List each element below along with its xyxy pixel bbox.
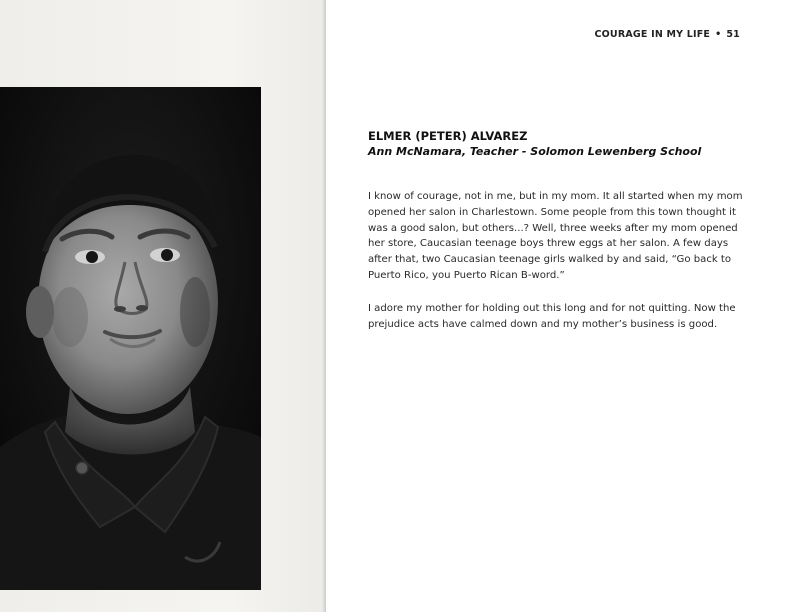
byline (368, 128, 701, 160)
running-head-title: COURAGE IN MY LIFE (594, 29, 711, 40)
left-page (0, 0, 326, 612)
essay-body (368, 189, 753, 349)
portrait-illustration (0, 87, 261, 590)
author-name: ELMER (PETER) ALVAREZ (368, 129, 528, 143)
essay-paragraph: I adore my mother for holding out this long and for not quitting. Now the prejudice acts have calmed down and my mother’s business is good. (368, 302, 736, 330)
student-portrait-photo (0, 87, 261, 590)
running-head (594, 29, 740, 40)
running-head-separator: • (715, 29, 722, 40)
teacher-line: Ann McNamara, Teacher - Solomon Lewenberg School (368, 145, 702, 158)
page-number: 51 (726, 29, 740, 40)
essay-paragraph: I know of courage, not in me, but in my mom. It all started when my mom opened her salon in Charlestown. Some people from this town thought it was a good salon, but others...? Well, three weeks after my mom opened her store, Caucasian teenage boys threw eggs at her salon. A few days after that, two Caucasian teenage girls walked by and said, “Go back to Puerto Rico, you Puerto Rican B-word.” (368, 191, 743, 281)
